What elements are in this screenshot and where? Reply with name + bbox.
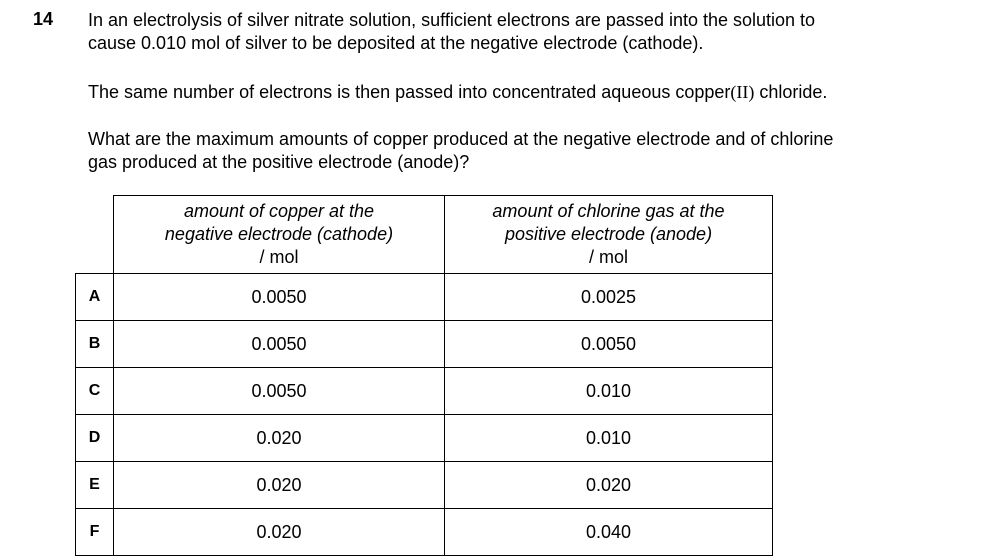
stem-line-1: In an electrolysis of silver nitrate solution, sufficient electrons are passed into the solution to (88, 10, 816, 30)
stem-line-2: cause 0.010 mol of silver to be deposited at the negative electrode (cathode). (88, 33, 704, 53)
prompt-line-2: gas produced at the positive electrode (anode)? (88, 152, 470, 172)
header-copper-unit: / mol (259, 247, 299, 267)
option-row-c[interactable] (76, 368, 773, 415)
chlorine-value: 0.010 (445, 368, 773, 415)
copper-value: 0.0050 (114, 274, 445, 321)
option-row-e[interactable] (76, 462, 773, 509)
question-stem-paragraph-1 (88, 9, 948, 55)
prompt-line-1: What are the maximum amounts of copper produced at the negative electrode and of chlorine (88, 129, 834, 149)
copper-value: 0.0050 (114, 368, 445, 415)
question-prompt (88, 128, 948, 174)
option-letter[interactable]: B (76, 321, 114, 368)
copper-value: 0.020 (114, 415, 445, 462)
header-chlorine-line-1: amount of chlorine gas at the (492, 201, 725, 221)
option-row-d[interactable] (76, 415, 773, 462)
chlorine-value: 0.0050 (445, 321, 773, 368)
header-chlorine-unit: / mol (588, 247, 628, 267)
header-copper-line-2: negative electrode (cathode) (164, 224, 394, 244)
copper-value: 0.0050 (114, 321, 445, 368)
option-row-b[interactable] (76, 321, 773, 368)
answer-options-table (75, 195, 773, 556)
oxidation-state: (II) (730, 82, 755, 102)
stem-line-3-post: chloride. (754, 82, 828, 102)
header-copper (114, 196, 445, 274)
copper-value: 0.020 (114, 462, 445, 509)
question-stem-paragraph-2 (88, 81, 948, 104)
chlorine-value: 0.040 (445, 509, 773, 556)
question-number: 14 (33, 9, 54, 29)
copper-value: 0.020 (114, 509, 445, 556)
option-letter[interactable]: E (76, 462, 114, 509)
stem-line-3-pre: The same number of electrons is then passed into concentrated aqueous copper (88, 82, 731, 102)
option-letter[interactable]: F (76, 509, 114, 556)
chlorine-value: 0.020 (445, 462, 773, 509)
header-copper-line-1: amount of copper at the (183, 201, 375, 221)
option-letter[interactable]: D (76, 415, 114, 462)
chlorine-value: 0.0025 (445, 274, 773, 321)
header-blank-cell (76, 196, 114, 274)
header-chlorine (445, 196, 773, 274)
option-row-f[interactable] (76, 509, 773, 556)
option-letter[interactable]: A (76, 274, 114, 321)
option-letter[interactable]: C (76, 368, 114, 415)
table-header-row (76, 196, 773, 274)
option-row-a[interactable] (76, 274, 773, 321)
header-chlorine-line-2: positive electrode (anode) (504, 224, 713, 244)
chlorine-value: 0.010 (445, 415, 773, 462)
